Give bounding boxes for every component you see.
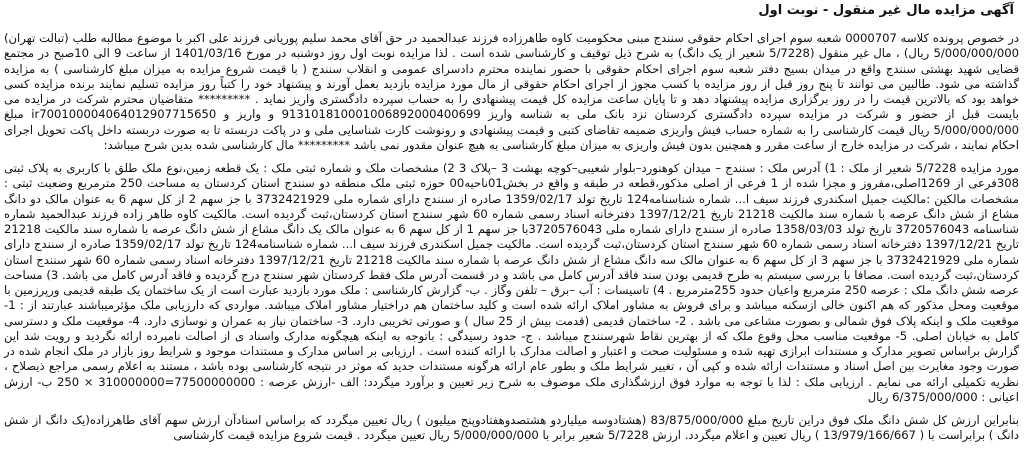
ad-paragraph-intro: در خصوص پرونده کلاسه 0000707 شعبه سوم اجرای احکام حقوقی سنندج مبنی محکومیت کاوه طاهرزاده فرزند عبدالحمید در حق آقای محمد سلیم پوریانی فرزند علی اکبر با موضوع مطالبه طلب (تبالت تهران) 5/000/000/000 ریال) ، مال غیر منقول (5/7228 شعیر از یک دانگ) به شرح ذیل توقیف و کارشناسی شده است . لذا مزایده نوبت اول روز دوشنبه در مورخ 1401/03/16 از ساعت 9 الی 10صبح در مجتمع قضایی شهید بهشتی سنندج واقع در میدان بسیج دفتر شعبه سوم اجرای احکام حقوقی با حضور نماینده محترم دادسرای عمومی و انقلاب سنندج ( با قیمت شروع مزایده به میزان مبلغ کارشناسی ) به مزایده گذاشته می شود. طالبین می توانند تا پنج روز قبل از روز مزایده با کسب مجوز از اجرای احکام حقوقی از مال مورد مزایده بازدید بعمل آورند و پیشنهاد خود را کتباً روز مزایده تسلیم نمایند برنده مزایده کسی خواهد بود که بالاترین قیمت را در روز برگزاری مزایده پیشنهاد دهد و تا پایان ساعت مزایده کل قیمت پیشنهادی را به حساب سپرده دادگستری واریز نماید . ********* متقاضیان محترم شرکت در مزایده می بایست قبل از حضور و شرکت در مزایده سپرده دادگستری کردستان نزد بانک ملی به شناسه واریز 913101810001006892000400699 و واریز و ir700100004064012907715650 مبلغ 5/000/000/000 ریال قیمت کارشناسی را به شماره حساب فیش واریزی ضمیمه تقاضای کتبی و قیمت پیشنهادی و رونوشت کارت شناسایی ملی و در پاکت دربسته تا به صورت دربسته داخل پاکت تحویل اجرای احکام نمایند ، شرکت در مزایده خارج از ساعت مقرر و همچنین بدون فیش واریزی به میزان مبلغ کارشناسی به هیچ عنوان مقدور نمی باشد ********* مال کارشناسی شده بدین شرح میباشد: [4,31,1019,152]
ad-paragraph-valuation: بنابراین ارزش کل شش دانگ ملک فوق دراین تاریخ مبلغ 83/875/000/000 (هشتادوسه میلیاردو هشتصدوهفتادوپنج میلیون ) ریال تعیین میگردد که براساس اسنادآن ارزش سهم آقای طاهرزاده(یک دانگ از شش دانگ ) برابراست با ( 13/979/166/667 ) ریال تعیین و اعلام میگردد. ارزش 5/7228 شعیر برابر با 5/000/000/000 ریال تعیین میگردد . قیمت شروع مزایده قیمت کارشناسی [4,413,1019,443]
ad-paragraph-property-details: مورد مزایده 5/7228 شعیر از ملک : 1) آدرس ملک : سنندج – میدان کوهنورد–بلوار شعیبی–کوچه بهشت 3 –پلاک 3 2) مشخصات ملک و شماره ثبتی ملک : یک قطعه زمین،نوع ملک طلق با کاربری به پلاک ثبتی 308فرعی از 1269اصلی،مفروز و مجزا شده از 1 فرعی از اصلی مذکور،قطعه در طبقه و واقع در بخش01ناحیه00 حوزه ثبتی ملک منطقه دو سنندج استان کردستان به مساحت 250 مترمربع وضعیت ثبتی : مشخصات مالکین :مالکیت جمیل اسکندری فرزند سیف ا... شماره شناسنامه124 تاریخ تولد 1359/02/17 صادره از سنندج دارای شماره ملی 3732421929 با جز سهم 2 از کل سهم 6 به عنوان مالک دو دانگ مشاع از شش دانگ عرصه با شماره سند مالکیت 21218 تاریخ 1397/12/21 دفترخانه اسناد رسمی شماره 60 شهر سنندج استان کردستان،ثبت گردیده است. مالکیت کاوه طاهر زاده فرزند عبدالحمید شماره شناسنامه 3720576043 تاریخ تولد 1358/03/03 صادره از سنندج دارای شماره ملی 3720576043با جز سهم 1 از کل سهم 6 به عنوان مالک یک دانگ مشاع از شش دانگ عرصه با شماره سند مالکیت 21218 تاریخ 1397/12/21 دفترخانه اسناد رسمی شماره 60 شهر سنندج استان کردستان،ثبت گردیده است. مالکیت جمیل اسکندری فرزند سیف ا... شماره شناسنامه124 تاریخ تولد 1359/02/17 صادره از سنندج دارای شماره ملی 3732421929 با جز سهم 3 از کل سهم 6 به عنوان مالک سه دانگ مشاع از شش دانگ عرصه با شماره سند مالکیت 21218 تاریخ 1397/12/21 دفترخانه اسناد رسمی شماره 60 شهر سنندج استان کردستان،ثبت گردیده است. مصافا با بررسی سیستم به طرح قدیمی بودن سند فاقد آدرس کامل می باشد و در قسمت آدرس ملک فقط کردستان شهر سنندج درج گردیده و فاقد آدرس کامل می باشد. 3) مساحت عرصه شش دانگ ملک : عرصه 250 مترمربع واعیان حدود 255مترمربع . 4) تاسیسات : آب –برق – تلفن وگاز . ب- گزارش کارشناسی : ملک مورد بازدید عبارت است از یک ساختمان یک طبقه قدیمی ورپرزمین با موقعیت ومحل مذکور که هم اکنون خالی ازسکنه میباشد و برای فروش به مشاور املاک ارائه شده است و کلید ساختمان هم دراختیار مشاور املاک میباشد. مواردی که دارزیابی ملک مؤثرمیباشند عبارتند از : 1- موقعیت ملک و اینکه پلاک فوق شمالی و بصورت مشاعی می باشد . 2- ساختمان قدیمی (قدمت بیش از 25 سال ) و صورتی تخریبی دارد. 3- ساختمان نیاز به عمران و نوسازی دارد. 4- موقعیت ملک و دسترسی کامل به خیابان اصلی. 5- موقعیت مناسب محل وقوع ملک که از بهترین نقاط شهرسنندج میباشد . ج- حدود رسیدگی : باتوجه به اینکه هیچگونه مدارک واسناد ی از اصالت نامبرده ارائه نگردید و رویت شد این گزارش براساس تصویر مدارک و مستندات ابرازی تهیه شده و مسئولیت صحت و اعتبار و اصالت مدارک با ارائه کننده است . ارزیابی بر اساس مدارک و مستندات موجود و شرایط روز بازار در ملک انجام شده در صورت وجود مغایرت بین اصل اسناد و مستندات ارائه شده و کپی آن ، تغییر شرایط ملک و بطور عام ارائه هرگونه مستندات جدید که موثر در نتیجه کارشناسی بوده باشد ، مستند به اعلام رسمی مراجع ذیصلاح ، نظریه تکمیلی ارائه می نمایم . ارزیابی ملک : لذا با توجه به موارد فوق ارزشگذاری ملک موصوف به شرح زیر تعیین و برآورد میگردد: الف -ارزش عرصه : 77500000000=310000000 × 250 ب- ارزش اعیانی : 6/375/000/000 ریال [4,161,1020,404]
ad-body [4,31,1019,444]
ad-title: آگهی مزایده مال غیر منقول - نوبت اول [758,3,1014,18]
